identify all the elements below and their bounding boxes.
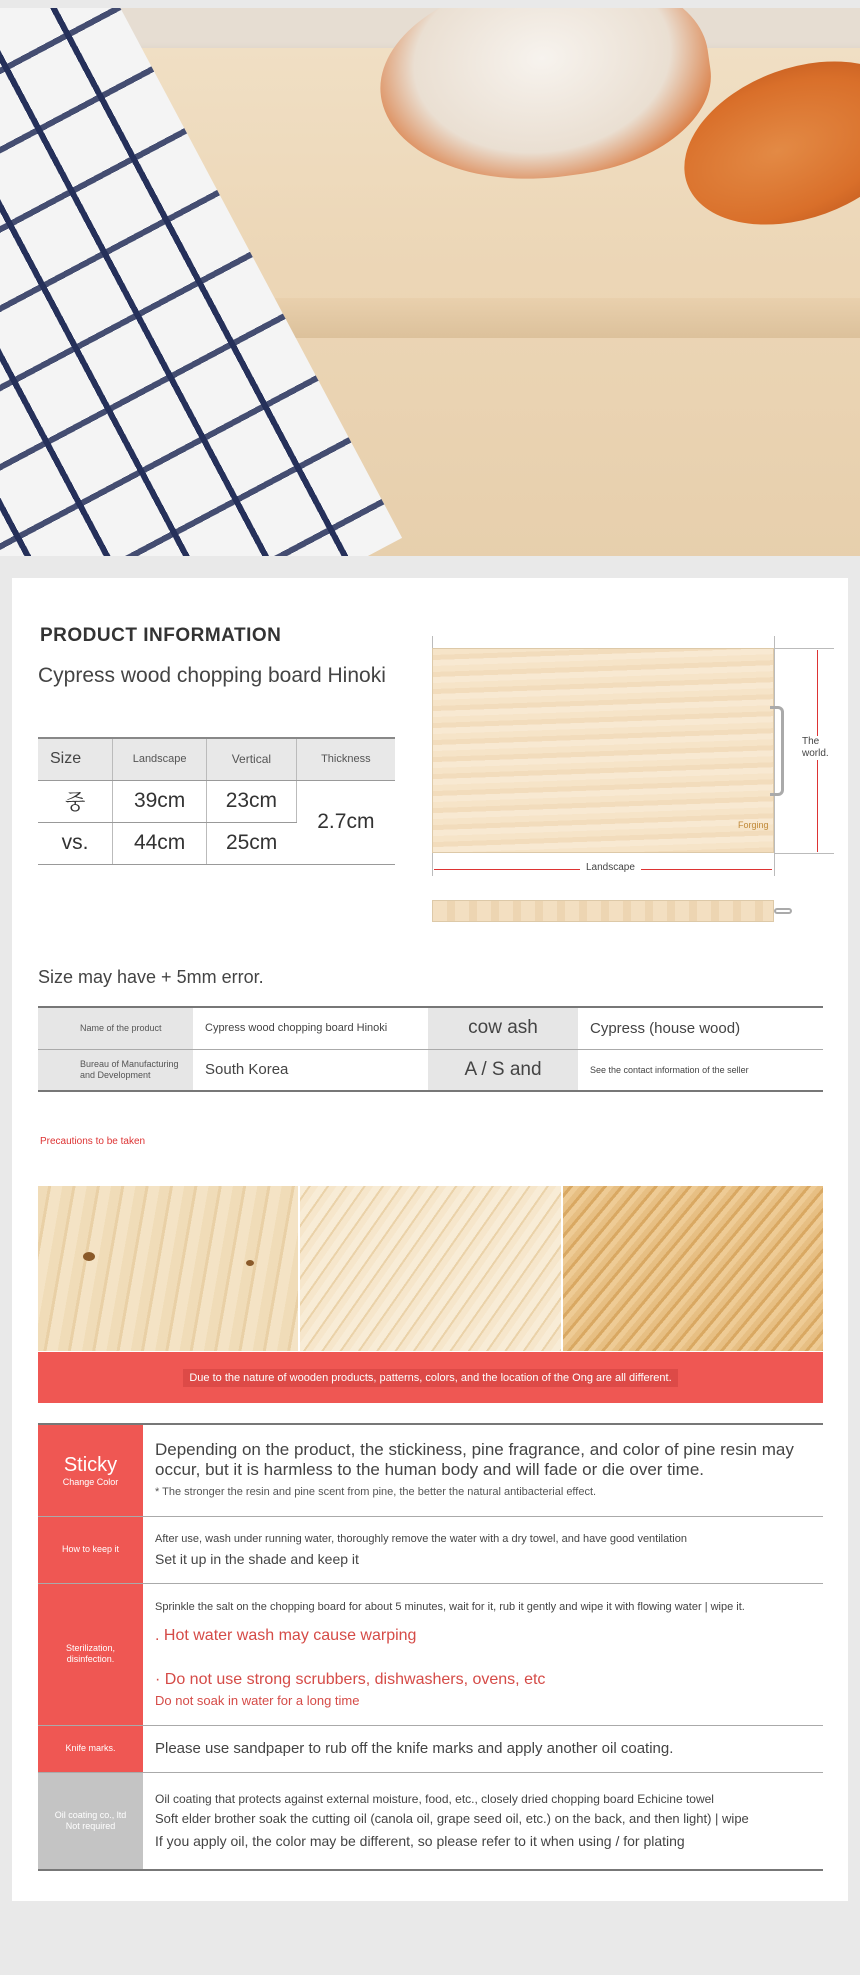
wood-sample-knotted — [38, 1186, 298, 1351]
size-label: 중 — [38, 780, 113, 822]
spec-table — [38, 1006, 823, 1092]
vertical-value: 23cm — [207, 780, 297, 822]
care-text: * The stronger the resin and pine scent from pine, the better the natural antibacterial effect. — [155, 1486, 597, 1499]
care-key-subtitle: Change Color — [62, 1476, 119, 1487]
spec-key: Bureau of Manufacturing and Development — [38, 1049, 193, 1091]
spec-value: South Korea — [193, 1049, 428, 1091]
landscape-value: 39cm — [113, 780, 207, 822]
wood-knot — [246, 1260, 254, 1266]
table-row — [38, 1772, 823, 1870]
care-text: If you apply oil, the color may be different, so please refer to it when using / for plating — [155, 1832, 685, 1849]
thickness-header: Thickness — [296, 738, 395, 780]
spec-key: A / S and — [428, 1049, 578, 1091]
care-value — [143, 1772, 823, 1870]
care-key-keep: How to keep it — [38, 1516, 143, 1583]
care-key-sterilization: Sterilization, disinfection. — [38, 1583, 143, 1725]
vertical-label: The world. — [802, 736, 838, 760]
board-top-view — [432, 648, 774, 853]
wood-sample-light — [300, 1186, 560, 1351]
care-text: Depending on the product, the stickiness, pine fragrance, and color of pine resin may occur, but it is harmless to the human body and will fade or die over time. — [155, 1440, 794, 1480]
product-name: Cypress wood chopping board Hinoki — [38, 664, 386, 687]
wood-knot — [83, 1252, 95, 1261]
hero-photo — [0, 8, 860, 556]
section-title: PRODUCT INFORMATION — [40, 625, 282, 646]
care-key-oil: Oil coating co., ltd Not required — [38, 1772, 143, 1870]
spec-value: Cypress wood chopping board Hinoki — [193, 1007, 428, 1049]
wood-sample-dark — [563, 1186, 823, 1351]
landscape-label: Landscape — [580, 862, 641, 873]
care-text: Set it up in the shade and keep it — [155, 1550, 359, 1567]
care-key-title: Sticky — [63, 1453, 118, 1476]
board-side-view — [432, 900, 774, 922]
care-warning: Do not soak in water for a long time — [155, 1693, 360, 1708]
guide-line — [774, 648, 834, 649]
wood-grain-samples — [38, 1186, 823, 1351]
care-text: After use, wash under running water, thoroughly remove the water with a dry towel, and have good ventilation — [155, 1532, 687, 1545]
size-header: Size — [38, 738, 113, 780]
table-row — [38, 1049, 823, 1091]
care-warning: · Do not use strong scrubbers, dishwashers, ovens, etc — [155, 1671, 546, 1688]
care-value — [143, 1725, 823, 1772]
care-table — [38, 1423, 823, 1871]
vertical-header: Vertical — [207, 738, 297, 780]
guide-line — [774, 853, 834, 854]
table-row — [38, 1725, 823, 1772]
size-table — [38, 737, 395, 865]
landscape-value: 44cm — [113, 822, 207, 864]
thickness-value: 2.7cm — [296, 780, 395, 864]
forge-mark: Forging — [738, 820, 769, 830]
vertical-value: 25cm — [207, 822, 297, 864]
care-warning: . Hot water wash may cause warping — [155, 1627, 417, 1644]
table-row — [38, 1516, 823, 1583]
care-value — [143, 1424, 823, 1516]
landscape-header: Landscape — [113, 738, 207, 780]
care-text: Sprinkle the salt on the chopping board for about 5 minutes, wait for it, rub it gently and wipe it with flowing water | wipe it. — [155, 1601, 745, 1613]
spec-value: See the contact information of the seller — [578, 1049, 823, 1091]
spec-value: Cypress (house wood) — [578, 1007, 823, 1049]
notice-text: Due to the nature of wooden products, patterns, colors, and the location of the Ong are all different. — [183, 1369, 677, 1387]
table-row — [38, 1583, 823, 1725]
notice-banner — [38, 1352, 823, 1403]
board-side-handle — [774, 908, 792, 914]
care-text: Please use sandpaper to rub off the knife marks and apply another oil coating. — [155, 1739, 674, 1757]
size-error-note: Size may have + 5mm error. — [38, 967, 264, 987]
care-key-knife: Knife marks. — [38, 1725, 143, 1772]
size-label: vs. — [38, 822, 113, 864]
precautions-title: Precautions to be taken — [40, 1136, 146, 1147]
board-dimension-diagram — [420, 636, 840, 926]
care-text: Oil coating that protects against external moisture, food, etc., closely dried chopping board Echicine towel — [155, 1791, 714, 1806]
care-value — [143, 1583, 823, 1725]
spec-key: cow ash — [428, 1007, 578, 1049]
care-key-sticky — [38, 1424, 143, 1516]
spec-key: Name of the product — [38, 1007, 193, 1049]
board-handle — [770, 706, 784, 796]
table-row — [38, 1007, 823, 1049]
table-row — [38, 1424, 823, 1516]
care-value — [143, 1516, 823, 1583]
care-text: Soft elder brother soak the cutting oil (canola oil, grape seed oil, etc.) on the back, and then light) | wipe — [155, 1810, 749, 1826]
